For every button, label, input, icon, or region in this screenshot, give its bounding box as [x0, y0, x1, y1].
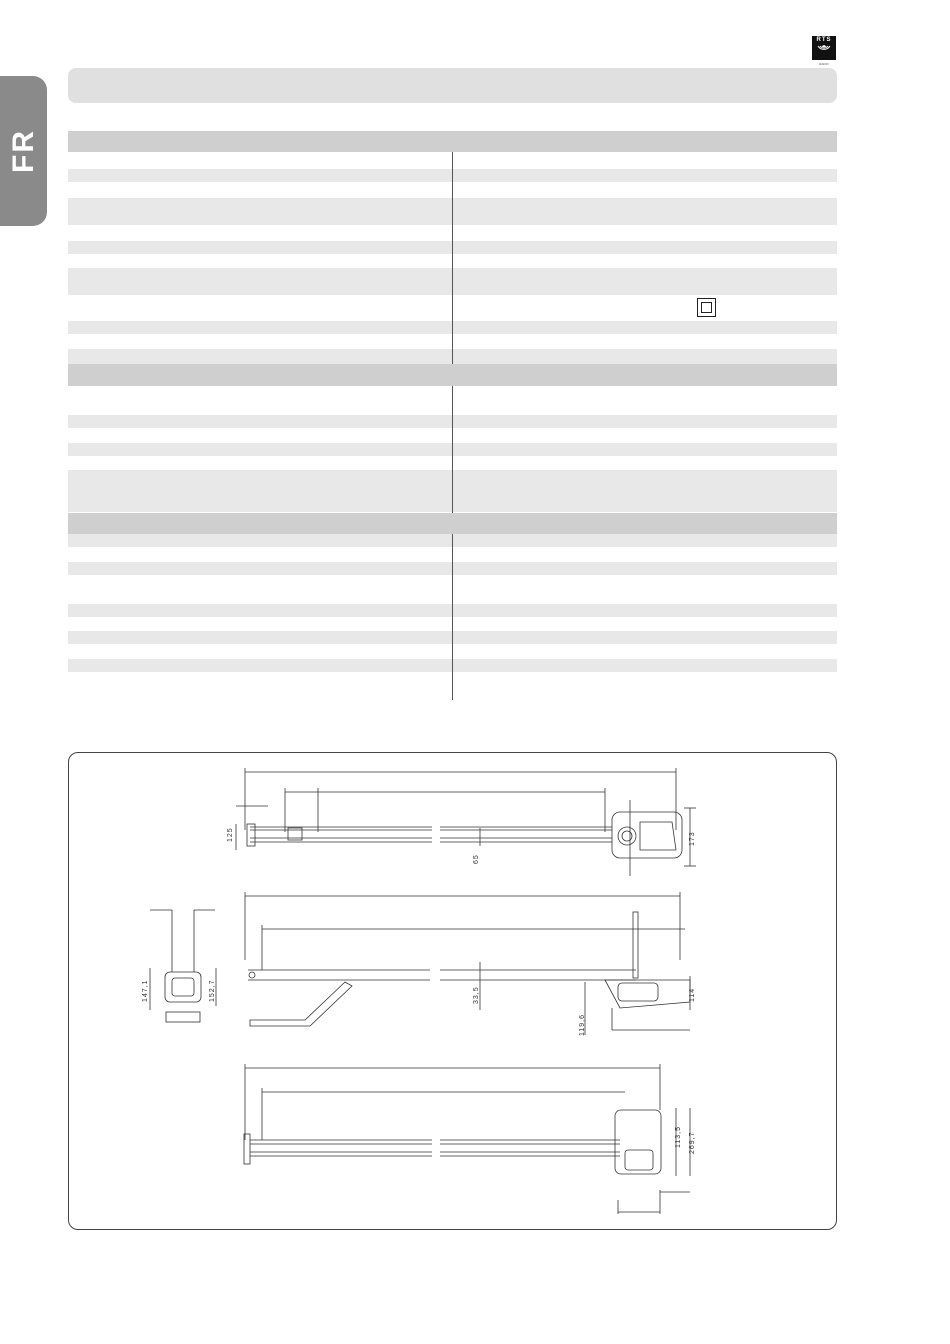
dim-top-offset: 65	[473, 854, 480, 864]
dim-top-height: 173	[689, 831, 696, 846]
dim-top-width: 125	[227, 827, 234, 842]
language-label: FR	[6, 129, 40, 173]
dim-bottom-a: 113,5	[675, 1126, 682, 1148]
dim-side-offset: 33,5	[473, 986, 480, 1004]
dim-side-left-b: 152,7	[209, 979, 216, 1002]
dim-side-bottom: 119,6	[579, 1014, 586, 1036]
dim-side-left-a: 147,1	[142, 979, 149, 1002]
dim-bottom-b: 269,7	[689, 1131, 696, 1154]
rts-logo-text: RTS	[816, 37, 832, 43]
dim-side-height: 114	[689, 987, 696, 1002]
rts-logo-subtext: RADIO	[819, 62, 829, 66]
